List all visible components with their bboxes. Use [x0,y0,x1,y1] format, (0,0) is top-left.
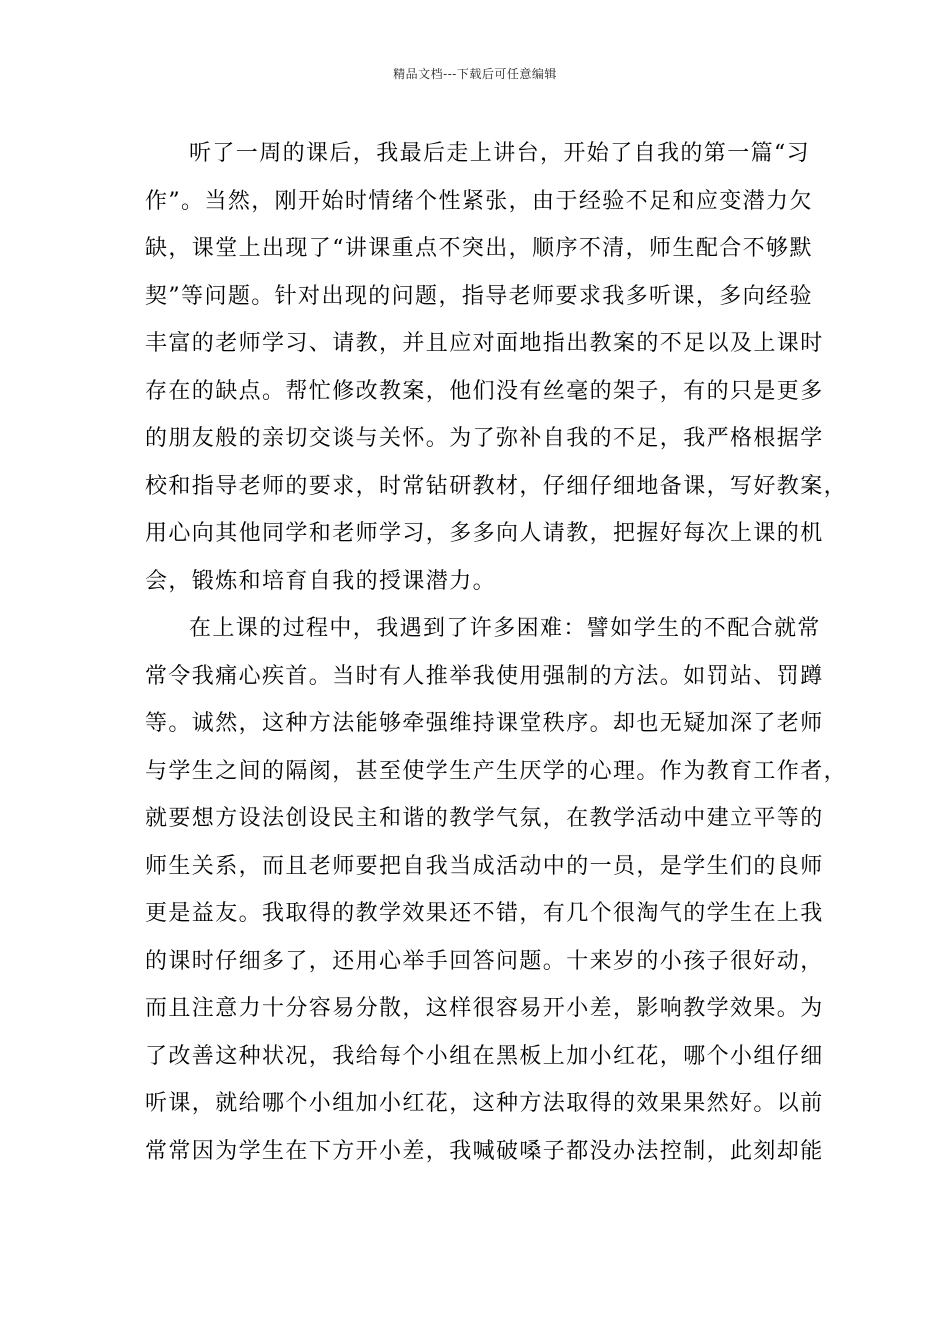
text-line: 常常因为学生在下方开小差，我喊破嗓子都没办法控制，此刻却能 [145,1138,824,1164]
text-line: 缺，课堂上出现了“讲课重点不突出，顺序不清，师生配合不够默 [145,236,813,261]
document-body [145,130,848,1175]
text-line: 丰富的老师学习、请教，并且应对面地指出教案的不足以及上课时 [145,331,824,356]
text-line: 在上课的过程中，我遇到了许多困难：譬如学生的不配合就常 [189,616,821,641]
text-line: 听课，就给哪个小组加小红花，这种方法取得的效果果然好。以前 [145,1091,824,1116]
text-line: 了改善这种状况，我给每个小组在黑板上加小红花，哪个小组仔细 [145,1043,824,1069]
paragraph-2 [145,605,848,1175]
text-line: 会，锻炼和培育自我的授课潜力。 [145,568,497,594]
text-line: 契”等问题。针对出现的问题，指导老师要求我多听课，多向经验 [145,283,813,309]
text-line: 的朋友般的亲切交谈与关怀。为了弥补自我的不足，我严格根据学 [145,426,824,451]
page-header: 精品文档---下载后可任意编辑 [393,67,557,81]
text-line: 作”。当然，刚开始时情绪个性紧张，由于经验不足和应变潜力欠 [145,188,813,214]
text-line: 而且注意力十分容易分散，这样很容易开小差，影响教学效果。为 [145,996,824,1021]
text-line: 听了一周的课后，我最后走上讲台，开始了自我的第一篇“习 [189,141,811,166]
paragraph-1 [145,130,848,605]
text-line: 与学生之间的隔阂，甚至使学生产生厌学的心理。作为教育工作者， [145,758,848,784]
text-line: 的课时仔细多了，还用心举手回答问题。十来岁的小孩子很好动， [145,948,824,974]
text-line: 用心向其他同学和老师学习，多多向人请教，把握好每次上课的机 [145,521,824,546]
text-line: 常令我痛心疾首。当时有人推举我使用强制的方法。如罚站、罚蹲 [145,663,824,689]
text-line: 就要想方设法创设民主和谐的教学气氛，在教学活动中建立平等的 [145,806,824,831]
text-line: 存在的缺点。帮忙修改教案，他们没有丝毫的架子，有的只是更多 [145,378,824,404]
text-line: 校和指导老师的要求，时常钻研教材，仔细仔细地备课，写好教案， [145,473,848,499]
text-line: 等。诚然，这种方法能够牵强维持课堂秩序。却也无疑加深了老师 [145,711,824,736]
text-line: 师生关系，而且老师要把自我当成活动中的一员，是学生们的良师 [145,853,824,879]
text-line: 更是益友。我取得的教学效果还不错，有几个很淘气的学生在上我 [145,901,824,926]
